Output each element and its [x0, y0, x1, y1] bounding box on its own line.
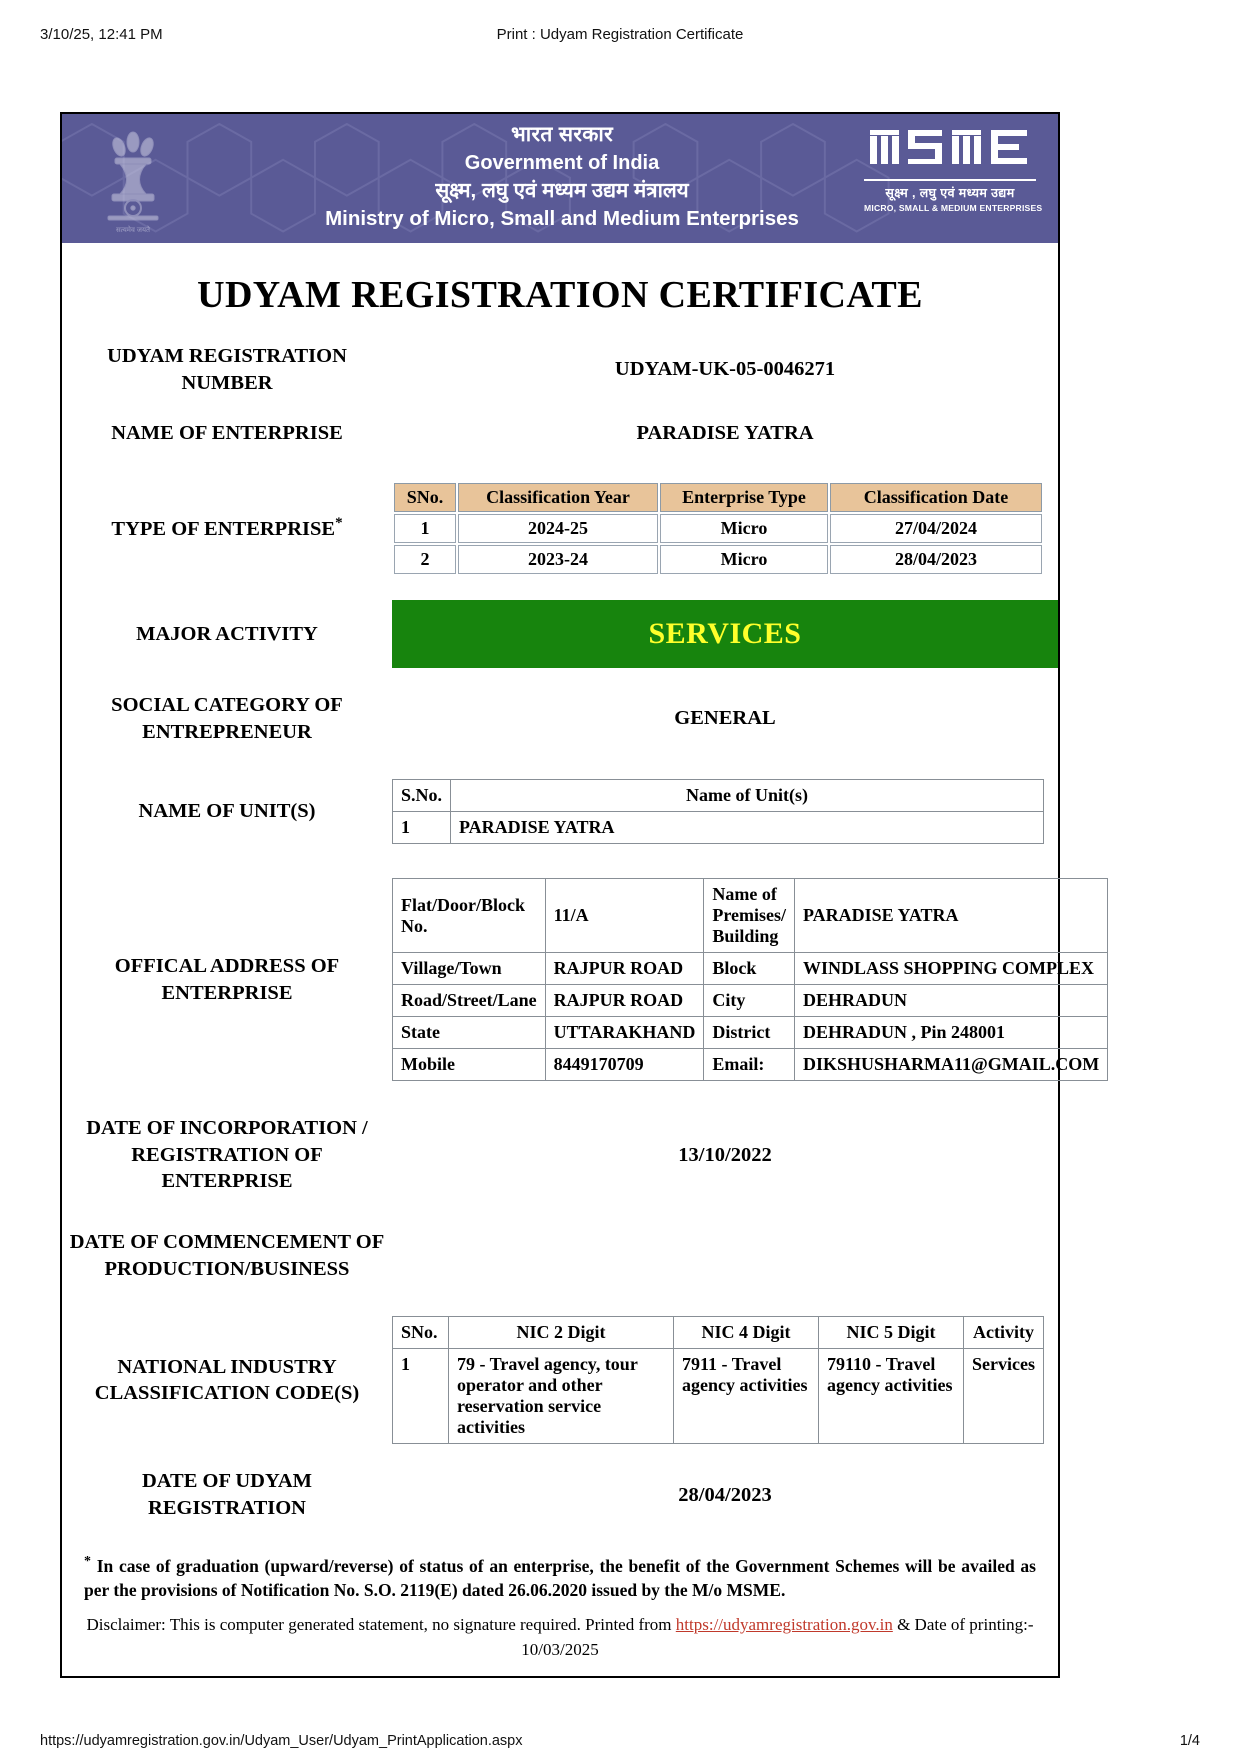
cell-addr-key2: District — [704, 1017, 795, 1049]
social-category-label: SOCIAL CATEGORY OF ENTREPRENEUR — [111, 693, 343, 743]
cell-addr-value: RAJPUR ROAD — [545, 985, 704, 1017]
row-name-of-enterprise — [62, 420, 1058, 447]
cell-sno: 1 — [394, 514, 456, 543]
footnote-text: In case of graduation (upward/reverse) of status of an enterprise, the benefit of the Government Schemes will be availed as per the provisions of Notification No. S.O. 2119(E) dated 26.06.2020 issued by the M/o MSME. — [84, 1555, 1036, 1601]
row-registration-number — [62, 343, 1058, 396]
table-header-row — [394, 483, 1042, 512]
cell-nic-4-digit: 7911 - Travel agency activities — [674, 1349, 819, 1444]
spacer — [62, 745, 1058, 779]
msme-wordmark-icon — [864, 126, 1036, 172]
spacer — [62, 1444, 1058, 1468]
cell-addr-key2: Email: — [704, 1049, 795, 1081]
table-row — [393, 953, 1108, 985]
print-footer-url: https://udyamregistration.gov.in/Udyam_User/Udyam_PrintApplication.aspx — [40, 1733, 523, 1749]
cell-addr-value2: DEHRADUN , Pin 248001 — [794, 1017, 1107, 1049]
cell-classification-year: 2023-24 — [458, 545, 658, 574]
th-nic-sno: SNo. — [393, 1317, 449, 1349]
spacer — [62, 668, 1058, 692]
cell-addr-key: State — [393, 1017, 546, 1049]
udyam-registration-link[interactable]: https://udyamregistration.gov.in — [675, 1615, 893, 1635]
cell-addr-value: 11/A — [545, 879, 704, 953]
th-unit-sno: S.No. — [393, 780, 451, 812]
graduation-footnote — [62, 1538, 1058, 1604]
th-nic-2-digit: NIC 2 Digit — [449, 1317, 674, 1349]
table-row — [393, 985, 1108, 1017]
cell-addr-key: Village/Town — [393, 953, 546, 985]
type-of-enterprise-table-wrap — [392, 481, 1058, 576]
disclaimer-text-part2: & Date of printing:- — [892, 1615, 1034, 1635]
major-activity-value: SERVICES — [392, 600, 1058, 668]
th-sno: SNo. — [394, 483, 456, 512]
date-of-udyam-registration-label: DATE OF UDYAM REGISTRATION — [141, 1470, 313, 1520]
cell-sno: 2 — [394, 545, 456, 574]
row-nic-codes — [62, 1316, 1058, 1444]
spacer — [62, 1195, 1058, 1229]
cell-nic-activity: Services — [964, 1349, 1044, 1444]
enterprise-type-table — [392, 481, 1044, 576]
table-row — [393, 1049, 1108, 1081]
cell-addr-value2: DIKSHUSHARMA11@GMAIL.COM — [794, 1049, 1107, 1081]
th-nic-activity: Activity — [964, 1317, 1044, 1349]
banner-english-ministry: Ministry of Micro, Small and Medium Enterprises — [325, 206, 799, 230]
row-name-of-units — [62, 779, 1058, 844]
nic-codes-label: NATIONAL INDUSTRY CLASSIFICATION CODE(S) — [94, 1355, 360, 1405]
nic-table-wrap — [392, 1316, 1058, 1444]
table-row — [393, 1017, 1108, 1049]
cell-enterprise-type: Micro — [660, 545, 828, 574]
cell-addr-value: UTTARAKHAND — [545, 1017, 704, 1049]
cell-addr-key: Flat/Door/Block No. — [393, 879, 546, 953]
cell-addr-value2: DEHRADUN — [794, 985, 1107, 1017]
banner-hindi-government: भारत सरकार — [511, 123, 613, 146]
msme-logo-hindi: सूक्ष्म , लघु एवं मध्यम उद्यम — [864, 179, 1036, 201]
th-enterprise-type: Enterprise Type — [660, 483, 828, 512]
cell-addr-key: Road/Street/Lane — [393, 985, 546, 1017]
udyam-certificate — [60, 112, 1100, 1678]
disclaimer — [62, 1603, 1058, 1662]
table-row — [394, 514, 1042, 543]
th-unit-name: Name of Unit(s) — [451, 780, 1044, 812]
cell-unit-sno: 1 — [393, 812, 451, 844]
spacer — [62, 447, 1058, 481]
row-official-address — [62, 878, 1100, 1081]
table-header-row — [393, 1317, 1044, 1349]
cell-addr-value2: PARADISE YATRA — [794, 879, 1107, 953]
spacer — [62, 1282, 1058, 1316]
row-date-of-commencement — [62, 1229, 1058, 1282]
address-table — [392, 878, 1108, 1081]
cell-nic-5-digit: 79110 - Travel agency activities — [819, 1349, 964, 1444]
table-row — [393, 879, 1108, 953]
units-table — [392, 779, 1044, 844]
address-table-wrap — [392, 878, 1122, 1081]
th-classification-year: Classification Year — [458, 483, 658, 512]
spacer — [62, 396, 1058, 420]
msme-logo — [864, 126, 1043, 213]
disclaimer-text-part1: Disclaimer: This is computer generated statement, no signature required. Printed from — [86, 1615, 676, 1635]
cell-classification-date: 27/04/2024 — [830, 514, 1042, 543]
cell-addr-key: Mobile — [393, 1049, 546, 1081]
row-date-of-incorporation — [62, 1115, 1058, 1195]
registration-number-label: UDYAM REGISTRATION NUMBER — [107, 345, 347, 394]
table-header-row — [393, 780, 1044, 812]
banner-hindi-ministry: सूक्ष्म, लघु एवं मध्यम उद्यम मंत्रालय — [435, 178, 689, 202]
cell-addr-value: 8449170709 — [545, 1049, 704, 1081]
date-of-incorporation-value: 13/10/2022 — [678, 1143, 772, 1166]
date-of-udyam-registration-value: 28/04/2023 — [678, 1483, 772, 1506]
cell-addr-value2: WINDLASS SHOPPING COMPLEX — [794, 953, 1107, 985]
row-date-of-udyam-registration — [62, 1468, 1058, 1521]
type-of-enterprise-label-text: TYPE OF ENTERPRISE — [111, 518, 336, 541]
footnote-asterisk: * — [84, 1553, 91, 1569]
date-of-commencement-label: DATE OF COMMENCEMENT OF PRODUCTION/BUSINESS — [69, 1231, 385, 1280]
page-title: UDYAM REGISTRATION CERTIFICATE — [197, 274, 923, 316]
banner-english-government: Government of India — [464, 151, 660, 174]
date-of-incorporation-label: DATE OF INCORPORATION / REGISTRATION OF ENTERPRISE — [86, 1117, 368, 1193]
units-table-wrap — [392, 779, 1058, 844]
cell-unit-name: PARADISE YATRA — [451, 812, 1044, 844]
cell-classification-date: 28/04/2023 — [830, 545, 1042, 574]
cell-enterprise-type: Micro — [660, 514, 828, 543]
th-nic-5-digit: NIC 5 Digit — [819, 1317, 964, 1349]
th-classification-date: Classification Date — [830, 483, 1042, 512]
cell-nic-2-digit: 79 - Travel agency, tour operator and other reservation service activities — [449, 1349, 674, 1444]
row-major-activity — [62, 600, 1058, 668]
spacer — [62, 844, 1058, 878]
major-activity-bar-wrap — [392, 600, 1058, 668]
major-activity-label: MAJOR ACTIVITY — [136, 622, 318, 645]
cell-nic-sno: 1 — [393, 1349, 449, 1444]
table-row — [393, 812, 1044, 844]
registration-number-value: UDYAM-UK-05-0046271 — [614, 358, 836, 381]
cell-addr-key2: Name of Premises/ Building — [704, 879, 795, 953]
name-of-units-label: NAME OF UNIT(S) — [138, 800, 316, 823]
cell-addr-value: RAJPUR ROAD — [545, 953, 704, 985]
type-of-enterprise-label — [62, 514, 392, 542]
print-title: Print : Udyam Registration Certificate — [496, 26, 744, 43]
print-footer-page-number: 1/4 — [1179, 1733, 1200, 1749]
row-type-of-enterprise — [62, 481, 1058, 576]
table-row — [393, 1349, 1044, 1444]
name-of-enterprise-label: NAME OF ENTERPRISE — [111, 422, 343, 445]
cell-addr-key2: Block — [704, 953, 795, 985]
cell-addr-key2: City — [704, 985, 795, 1017]
name-of-enterprise-value: PARADISE YATRA — [636, 422, 814, 445]
svg-text:सत्यमेव जयते: सत्यमेव जयते — [115, 227, 151, 234]
social-category-value: GENERAL — [674, 707, 776, 730]
certificate-body — [62, 243, 1100, 1676]
official-address-label: OFFICAL ADDRESS OF ENTERPRISE — [114, 955, 340, 1004]
table-row — [394, 545, 1042, 574]
spacer — [62, 1081, 1058, 1115]
spacer — [62, 1522, 1058, 1538]
th-nic-4-digit: NIC 4 Digit — [674, 1317, 819, 1349]
nic-table — [392, 1316, 1044, 1444]
spacer — [62, 576, 1058, 600]
ministry-banner — [62, 114, 1058, 243]
type-of-enterprise-asterisk: * — [335, 515, 343, 532]
disclaimer-print-date: 10/03/2025 — [521, 1639, 599, 1659]
row-social-category — [62, 692, 1058, 745]
cell-classification-year: 2024-25 — [458, 514, 658, 543]
msme-logo-english: MICRO, SMALL & MEDIUM ENTERPRISES — [864, 203, 1043, 213]
print-date: 3/10/25, 12:41 PM — [40, 26, 163, 43]
